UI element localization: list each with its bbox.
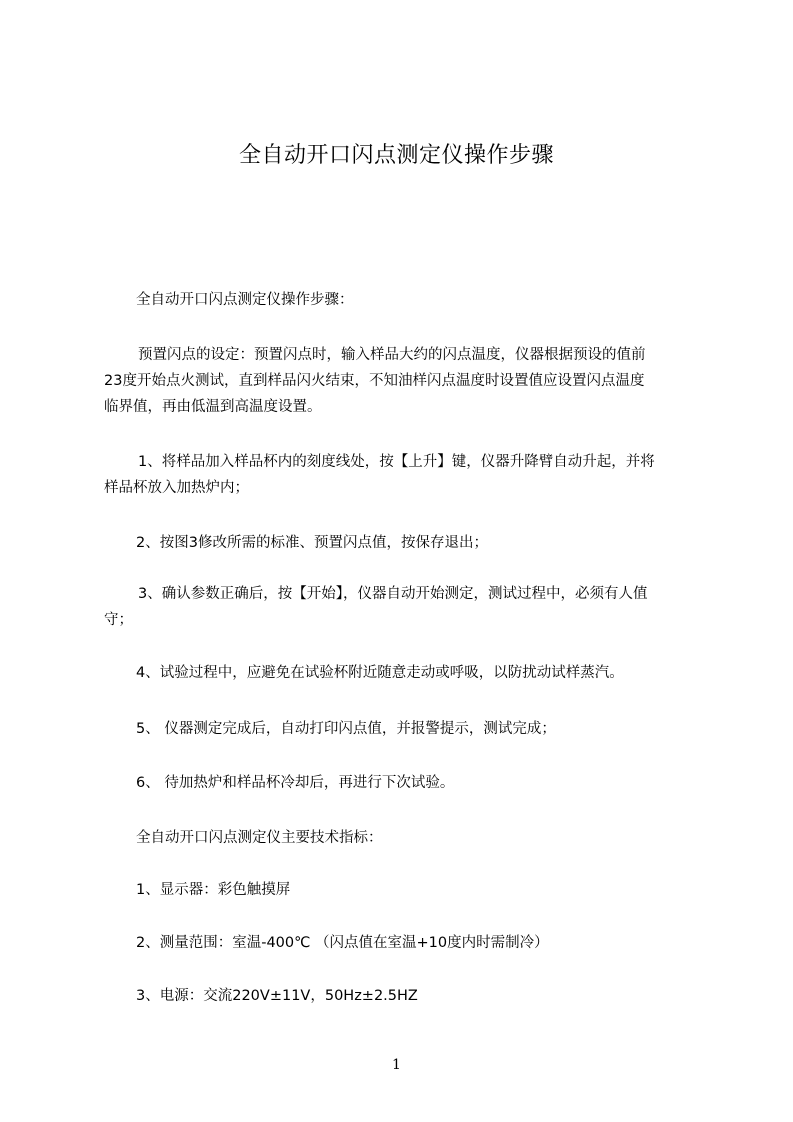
- step-2: 2、按图3修改所需的标准、预置闪点值，按保存退出；: [136, 535, 488, 551]
- spec-power-supply: 3、电源：交流220V±11V，50Hz±2.5HZ: [136, 988, 418, 1004]
- page-number: 1: [392, 1057, 401, 1073]
- document-title: 全自动开口闪点测定仪操作步骤: [238, 143, 554, 168]
- spec-display: 1、显示器：彩色触摸屏: [136, 882, 291, 898]
- section-heading-tech-specs: 全自动开口闪点测定仪主要技术指标：: [136, 830, 383, 846]
- paragraph-preset-line-1: 预置闪点的设定：预置闪点时，输入样品大约的闪点温度，仪器根据预设的值前: [138, 347, 646, 363]
- step-6: 6、 待加热炉和样品杯冷却后，再进行下次试验。: [136, 775, 455, 791]
- step-1-line-2: 样品杯放入加热炉内；: [104, 480, 249, 496]
- paragraph-preset-line-2: 23度开始点火测试，直到样品闪火结束，不知油样闪点温度时设置值应设置闪点温度: [104, 373, 645, 389]
- step-3-line-1: 3、确认参数正确后，按【开始】，仪器自动开始测定，测试过程中，必须有人值: [138, 586, 648, 602]
- step-3-line-2: 守；: [104, 612, 133, 628]
- step-4: 4、试验过程中，应避免在试验杯附近随意走动或呼吸，以防扰动试样蒸汽。: [136, 665, 624, 681]
- step-5: 5、 仪器测定完成后，自动打印闪点值，并报警提示，测试完成；: [136, 721, 556, 737]
- section-heading-operation-steps: 全自动开口闪点测定仪操作步骤：: [136, 292, 354, 308]
- step-1-line-1: 1、将样品加入样品杯内的刻度线处，按【上升】键，仪器升降臂自动升起，并将: [138, 454, 655, 470]
- paragraph-preset-line-3: 临界值，再由低温到高温度设置。: [104, 399, 322, 415]
- spec-measuring-range: 2、测量范围：室温-400℃ （闪点值在室温+10度内时需制冷）: [136, 935, 549, 951]
